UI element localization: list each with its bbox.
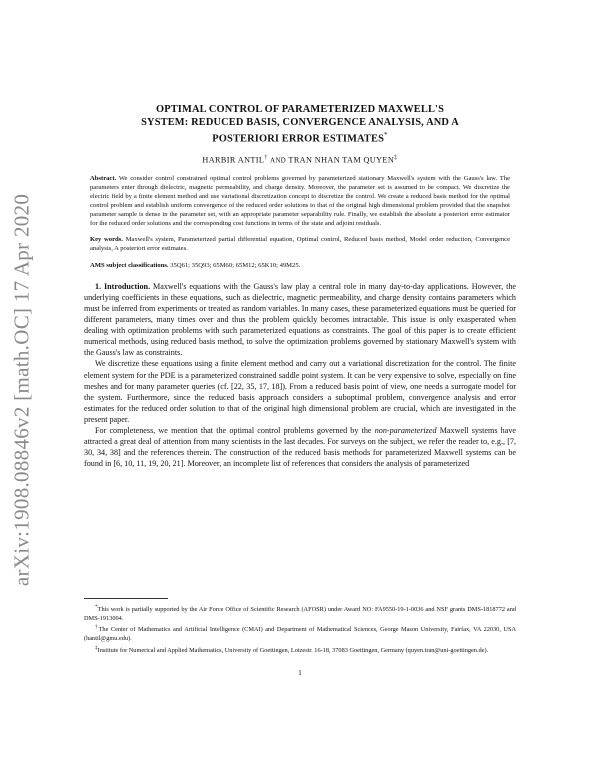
- ams-label: AMS subject classifications.: [90, 262, 169, 270]
- paper-page: [84, 104, 516, 469]
- keywords-text: Maxwell's system, Parameterized partial differential equation, Optimal control, Reduced basis method, Model order reduction, Convergence analysis, A posteriori error estimates.: [90, 236, 510, 253]
- footnote-divider: [84, 598, 168, 599]
- abstract: [90, 175, 510, 228]
- footnote: *This work is partially supported by the Air Force Office of Scientific Research (AFOSR) under Award NO: FA9550-19-1-0036 and NSF grants DMS-1818772 and DMS-1913004.: [84, 604, 516, 622]
- keywords: [90, 236, 510, 254]
- keywords-label: Key words.: [90, 236, 123, 244]
- author-name: TRAN NHAN TAM QUYEN: [288, 155, 395, 165]
- paragraph-text: Maxwell's equations with the Gauss's law play a central role in many day-to-day applications. However, the underlying coefficients in these equations, such as dielectric, magnetic permeability, and charge density contains parameters which must be inferred from experiments or treated as random variables. In many cases, these parameterized equations must be queried for different parameters, many times over and thus the problem quickly becomes intractable. This issue is only exasperated when dealing with optimization problems with such parameterized equations as constraints. The goal of this paper is to create efficient numerical methods, using reduced basis method, to solve the optimization problems governed by stationary Maxwell's system with the Gauss's law as constraints.: [84, 282, 516, 358]
- footnote: †The Center of Mathematics and Artificial Intelligence (CMAI) and Department of Mathematical Sciences, George Mason University, Fairfax, VA 22030, USA (hantil@gmu.edu).: [84, 624, 517, 642]
- title-footnote-marker: *: [384, 131, 388, 140]
- abstract-text: We consider control constrained optimal control problems governed by parameterized stationary Maxwell's system with the Gauss's law. The parameters enter through dielectric, magnetic permeability, and charge density. Moreover, the parameter set is assumed to be compact. We discretize the electric field by a finite element method and use variational discretization concept to discretize the control. We create a reduced basis method for the optimal control problem and establish uniform convergence of the reduced order solutions to that of the original high dimensional problem provided that the snapshot parameter sample is dense in the parameter set, with an appropriate parameter separability rule. Finally, we establish the absolute a posteriori error estimator for the reduced order solutions and the corresponding cost functions in terms of the state and adjoint residuals.: [90, 174, 510, 227]
- paper-title: [84, 104, 516, 146]
- page-number: 1: [298, 669, 302, 677]
- arxiv-identifier: arXiv:1908.08846v2 [math.OC] 17 Apr 2020: [9, 193, 34, 587]
- title-line: SYSTEM: REDUCED BASIS, CONVERGENCE ANALYSIS, AND A: [141, 116, 459, 128]
- arxiv-stamp: [2, 180, 42, 600]
- title-line: POSTERIORI ERROR ESTIMATES*: [212, 131, 388, 145]
- introduction-section: [84, 281, 516, 469]
- paragraph: [84, 281, 516, 358]
- title-line: OPTIMAL CONTROL OF PARAMETERIZED MAXWELL'S: [155, 104, 445, 115]
- section-heading: 1. Introduction.: [95, 282, 151, 292]
- paragraph: We discretize these equations using a finite element method and carry out a variational discretization for the control. The finite element system for the PDE is a parameterized constrained saddle point system. It can be very expensive to solve, especially on fine meshes and for many parameter queries (cf. [22, 35, 17, 18]). From a reduced basis point of view, one needs a surrogate model for the system. Furthermore, since the reduced basis approach considers a suboptimal problem, convergence analysis and error estimates for the reduced order solution to that of the original high dimensional problem are crucial, which are investigated in the present paper.: [84, 359, 516, 424]
- author-footnote-marker: ‡: [394, 155, 398, 162]
- ams-classifications: [90, 262, 510, 271]
- footnotes: [84, 598, 516, 655]
- author-list: [84, 155, 516, 165]
- abstract-label: Abstract.: [90, 174, 117, 182]
- emphasis: non-parameterized: [374, 425, 437, 435]
- author-connector: AND: [270, 157, 287, 165]
- author-footnote-marker: †: [264, 155, 268, 162]
- author-name: HARBIR ANTIL: [202, 155, 265, 165]
- paragraph: For completeness, we mention that the optimal control problems governed by the non-parameterized Maxwell systems have attracted a great deal of attention from many scientists in the last decades. For surveys on the subject, we refer the reader to, e.g., [7, 30, 34, 38] and the references therein. The construction of the reduced basis methods for parameterized Maxwell systems can be found in [6, 10, 11, 19, 20, 21]. Moreover, an incomplete list of references that considers the analysis of parameterized: [84, 425, 516, 468]
- footnote: ‡Institute for Numerical and Applied Mathematics, University of Goettingen, Lotzestr. 16-18, 37083 Goettingen, Germany (quyen.tran@uni-goettingen.de).: [95, 644, 489, 654]
- ams-text: 35Q61; 35Q93; 65M60; 65M12; 65K10; 49M25.: [170, 262, 301, 270]
